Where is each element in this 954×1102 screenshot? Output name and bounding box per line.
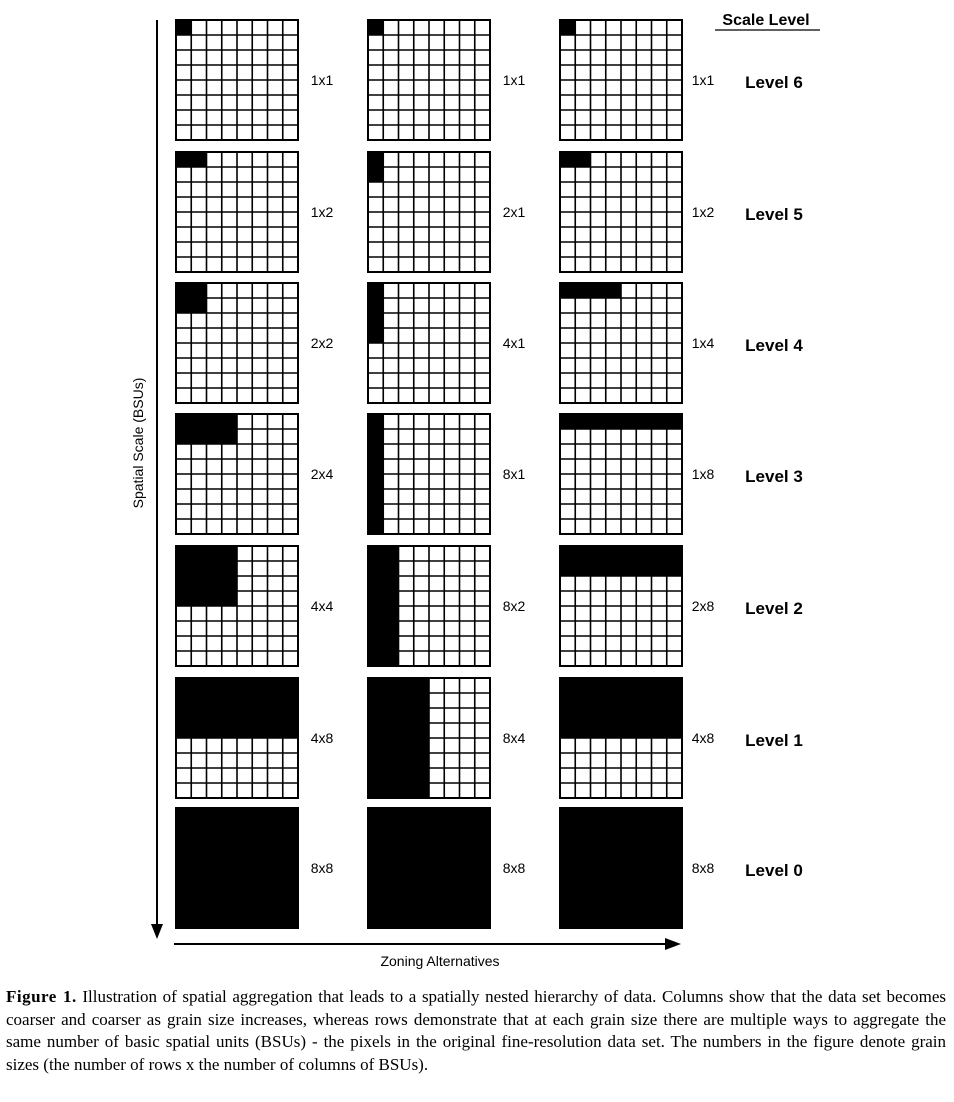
grid-panel bbox=[176, 808, 298, 928]
level-label: Level 4 bbox=[745, 336, 803, 355]
y-axis-label: Spatial Scale (BSUs) bbox=[130, 377, 146, 509]
aggregated-block bbox=[176, 808, 298, 928]
grain-size-label: 2x2 bbox=[310, 335, 334, 351]
grain-size-label: 4x8 bbox=[310, 730, 334, 746]
aggregated-block bbox=[368, 678, 429, 798]
grain-size-label: 1x1 bbox=[502, 72, 526, 88]
grain-size-label: 2x1 bbox=[502, 204, 526, 220]
aggregated-block bbox=[560, 283, 621, 298]
caption-text: Illustration of spatial aggregation that leads to a spatially nested hierarchy of data. Columns show that the data set becomes coarser and coarser as grain size increases, whereas rows demonstrate that at each grain size there are multiple ways to aggregate the same number of basic spatial units (BSUs) - the pixels in the original fine-resolution data set. The numbers in the figure denote grain sizes (the number of rows x the number of columns of BSUs). bbox=[6, 987, 946, 1074]
grain-size-label: 8x1 bbox=[502, 466, 526, 482]
grain-size-label: 8x8 bbox=[502, 860, 526, 876]
grid-panel bbox=[176, 546, 298, 666]
grain-size-label: 8x8 bbox=[691, 860, 715, 876]
aggregated-block bbox=[176, 20, 191, 35]
grid-panel bbox=[368, 546, 490, 666]
grid-panel bbox=[176, 20, 298, 140]
grid-panel bbox=[560, 283, 682, 403]
grain-size-label: 4x1 bbox=[502, 335, 526, 351]
aggregated-block bbox=[368, 546, 399, 666]
grid-panel bbox=[176, 414, 298, 534]
aggregated-block bbox=[560, 678, 682, 738]
figure-caption bbox=[6, 986, 946, 1076]
caption-lead: Figure 1. bbox=[6, 987, 77, 1006]
level-label: Level 2 bbox=[745, 599, 803, 618]
grain-size-label: 4x4 bbox=[310, 598, 334, 614]
grain-size-label: 8x8 bbox=[310, 860, 334, 876]
aggregated-block bbox=[368, 20, 383, 35]
grid-panel bbox=[368, 414, 490, 534]
grid-panel bbox=[176, 678, 298, 798]
aggregated-block bbox=[368, 808, 490, 928]
grid-panel bbox=[368, 20, 490, 140]
grid-panel bbox=[368, 678, 490, 798]
grain-size-label: 1x4 bbox=[691, 335, 715, 351]
grid-panel bbox=[560, 808, 682, 928]
grid-panel bbox=[560, 152, 682, 272]
grid-panel bbox=[176, 152, 298, 272]
aggregated-block bbox=[176, 414, 237, 444]
grain-size-label: 1x2 bbox=[310, 204, 334, 220]
aggregated-block bbox=[368, 283, 383, 343]
level-label: Level 1 bbox=[745, 731, 803, 750]
aggregated-block bbox=[176, 546, 237, 606]
aggregated-block bbox=[176, 678, 298, 738]
level-label: Level 5 bbox=[745, 205, 803, 224]
grid-panel bbox=[560, 20, 682, 140]
level-label: Level 3 bbox=[745, 467, 803, 486]
grain-size-label: 8x2 bbox=[502, 598, 526, 614]
grid-panel bbox=[368, 152, 490, 272]
grain-size-label: 1x1 bbox=[310, 72, 334, 88]
grain-size-label: 1x8 bbox=[691, 466, 715, 482]
grain-size-label: 2x8 bbox=[691, 598, 715, 614]
grid-panel bbox=[176, 283, 298, 403]
aggregated-block bbox=[560, 414, 682, 429]
aggregated-block bbox=[560, 808, 682, 928]
scale-level-heading: Scale Level bbox=[722, 12, 810, 29]
aggregated-block bbox=[560, 546, 682, 576]
aggregated-block bbox=[368, 152, 383, 182]
x-axis-label: Zoning Alternatives bbox=[380, 953, 500, 969]
aggregated-block bbox=[560, 152, 591, 167]
aggregated-block bbox=[176, 152, 207, 167]
y-axis-arrowhead bbox=[151, 924, 163, 939]
grid-panel bbox=[560, 414, 682, 534]
grain-size-label: 2x4 bbox=[310, 466, 334, 482]
grid-panel bbox=[368, 283, 490, 403]
grain-size-label: 1x2 bbox=[691, 204, 715, 220]
grain-size-label: 1x1 bbox=[691, 72, 715, 88]
aggregated-block bbox=[368, 414, 383, 534]
x-axis-arrowhead bbox=[665, 938, 681, 950]
grid-panels bbox=[176, 20, 682, 928]
grain-size-label: 8x4 bbox=[502, 730, 526, 746]
grid-panel bbox=[560, 678, 682, 798]
aggregated-block bbox=[560, 20, 575, 35]
aggregated-block bbox=[176, 283, 207, 313]
grain-size-label: 4x8 bbox=[691, 730, 715, 746]
grid-panel bbox=[560, 546, 682, 666]
level-label: Level 0 bbox=[745, 861, 803, 880]
level-label: Level 6 bbox=[745, 73, 803, 92]
grid-panel bbox=[368, 808, 490, 928]
